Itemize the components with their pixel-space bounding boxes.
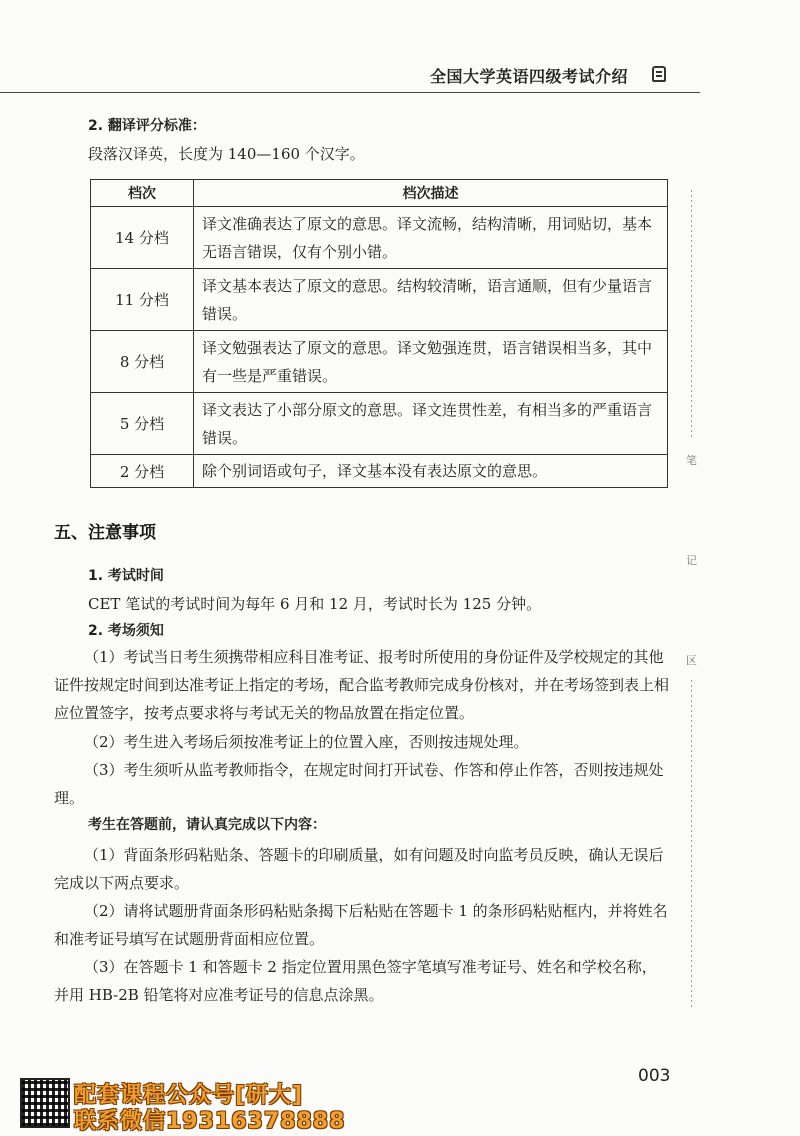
- margin-label: 记: [686, 554, 697, 567]
- description-cell: 译文勉强表达了原文的意思。译文勉强连贯，语言错误相当多，其中有一些是严重错误。: [194, 331, 668, 393]
- translation-standard-heading: 2. 翻译评分标准：: [88, 118, 206, 134]
- description-cell: 译文基本表达了原文的意思。结构较清晰，语言通顺，但有少量语言错误。: [194, 269, 668, 331]
- table-row: [91, 207, 668, 269]
- running-header-title: 全国大学英语四级考试介绍: [430, 67, 629, 86]
- answer-instruction-3: （3）在答题卡 1 和答题卡 2 指定位置用黑色签字笔填写准考证号、姓名和学校名称，并用 HB-2B 铅笔将对应准考证号的信息点涂黑。: [54, 958, 657, 1004]
- table-row: [91, 393, 668, 455]
- level-cell: 8 分档: [91, 331, 194, 393]
- grading-table: [90, 179, 668, 488]
- section-title: 五、注意事项: [54, 523, 156, 543]
- table-row: [91, 455, 668, 488]
- page-number: 003: [638, 1066, 671, 1086]
- level-cell: 11 分档: [91, 269, 194, 331]
- description-cell: 除个别词语或句子，译文基本没有表达原文的意思。: [194, 455, 668, 488]
- answer-instruction-1: （1）背面条形码粘贴条、答题卡的印刷质量，如有问题及时向监考员反映，确认无误后完成以下两点要求。: [54, 846, 664, 892]
- margin-label: 区: [686, 654, 697, 667]
- description-cell: 译文表达了小部分原文的意思。译文连贯性差，有相当多的严重语言错误。: [194, 393, 668, 455]
- rule-paragraph-3: （3）考生须听从监考教师指令，在规定时间打开试卷、作答和停止作答，否则按违规处理。: [54, 761, 664, 807]
- rule-paragraph-2: （2）考生进入考场后须按准考证上的位置入座，否则按违规处理。: [84, 733, 529, 751]
- table-row: [91, 331, 668, 393]
- answer-instruction-2: （2）请将试题册背面条形码粘贴条揭下后粘贴在答题卡 1 的条形码粘贴框内，并将姓名和准考证号填写在试题册背面相应位置。: [54, 902, 668, 948]
- column-header-description: 档次描述: [194, 180, 668, 207]
- table-header-row: [91, 180, 668, 207]
- subheading-before-answering: 考生在答题前，请认真完成以下内容：: [88, 817, 326, 833]
- book-icon: [652, 66, 666, 82]
- column-header-level: 档次: [91, 180, 194, 207]
- margin-label: 笔: [686, 454, 697, 467]
- level-cell: 5 分档: [91, 393, 194, 455]
- margin-dotted-line: [691, 680, 692, 1010]
- exam-time-text: CET 笔试的考试时间为每年 6 月和 12 月，考试时长为 125 分钟。: [88, 595, 542, 613]
- promo-line-2: 联系微信19316378888: [74, 1109, 346, 1134]
- translation-intro: 段落汉译英，长度为 140—160 个汉字。: [88, 145, 365, 163]
- subheading-exam-time: 1. 考试时间: [88, 568, 164, 584]
- level-cell: 2 分档: [91, 455, 194, 488]
- table-row: [91, 269, 668, 331]
- level-cell: 14 分档: [91, 207, 194, 269]
- rule-paragraph-1: （1）考试当日考生须携带相应科目准考证、报考时所使用的身份证件及学校规定的其他证件按规定时间到达准考证上指定的考场，配合监考教师完成身份核对，并在考场签到表上相应位置签字，按考点要求将与考试无关的物品放置在指定位置。: [54, 648, 670, 722]
- margin-dotted-line: [691, 190, 692, 440]
- promo-line-1: 配套课程公众号[研大]: [74, 1083, 304, 1108]
- description-cell: 译文准确表达了原文的意思。译文流畅，结构清晰，用词贴切，基本无语言错误，仅有个别小错。: [194, 207, 668, 269]
- subheading-exam-rules: 2. 考场须知: [88, 623, 164, 639]
- header-rule: [0, 92, 700, 93]
- qr-code-icon: [20, 1078, 70, 1128]
